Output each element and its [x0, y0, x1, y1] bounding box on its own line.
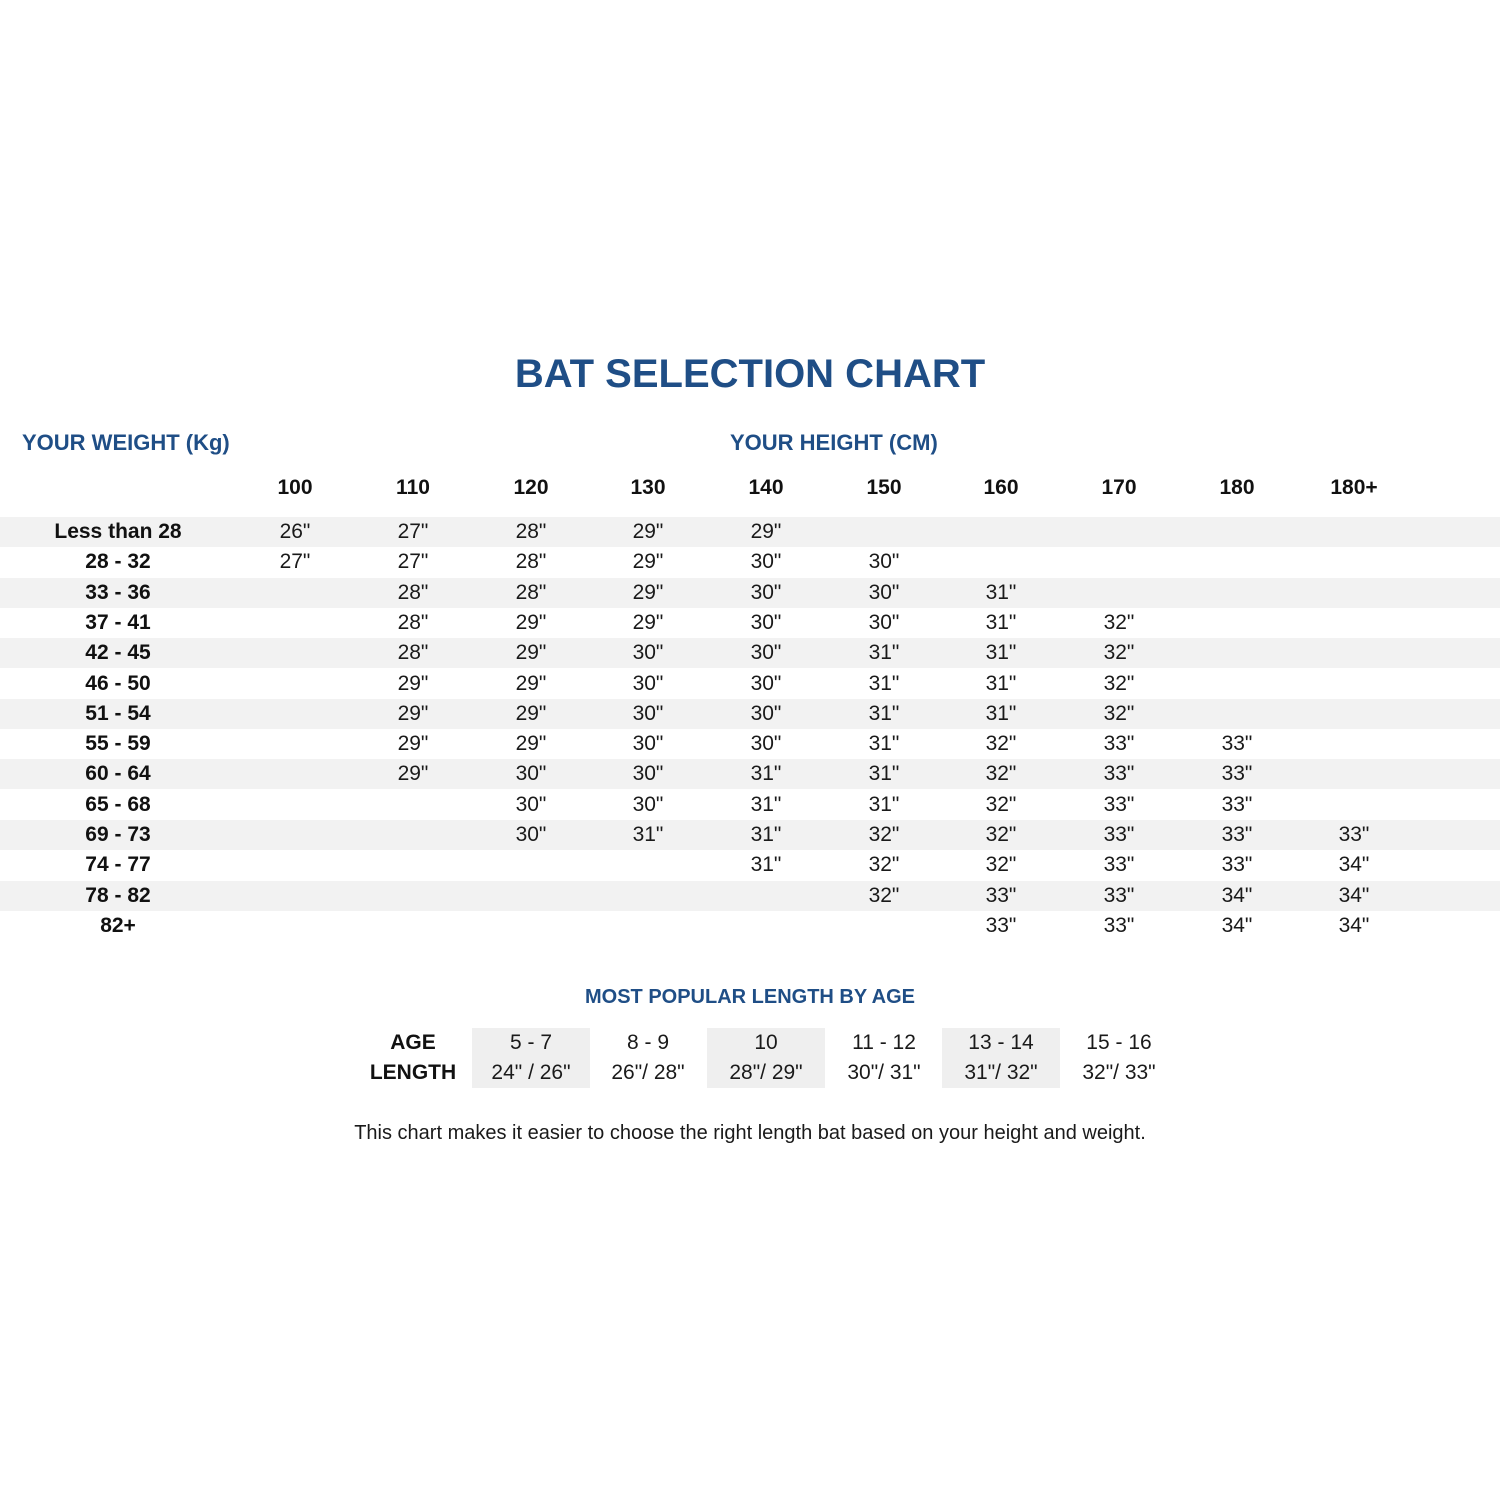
age-value: 10 — [754, 1031, 778, 1054]
bat-length-cell: 30" — [750, 641, 782, 665]
table-row — [0, 850, 1500, 880]
weight-row-label: Less than 28 — [54, 520, 182, 543]
bat-length-cell: 33" — [985, 913, 1017, 937]
age-column — [589, 1028, 707, 1088]
bat-length-cell: 29" — [632, 580, 664, 604]
age-section-heading: MOST POPULAR LENGTH BY AGE — [584, 986, 916, 1008]
weight-row-label: 51 - 54 — [85, 701, 151, 725]
bat-length-cell: 31" — [868, 792, 900, 816]
length-value: 28"/ 29" — [729, 1061, 803, 1084]
bat-length-cell: 30" — [750, 671, 782, 695]
height-column-header: 120 — [513, 476, 549, 499]
bat-length-cell: 33" — [1338, 823, 1370, 846]
weight-row-label: 78 - 82 — [85, 883, 151, 907]
age-column — [707, 1028, 825, 1088]
height-column-header: 180 — [1219, 476, 1255, 499]
length-value: 32"/ 33" — [1082, 1061, 1156, 1084]
bat-length-cell: 33" — [985, 883, 1017, 907]
bat-length-cell: 33" — [1221, 823, 1253, 846]
bat-length-cell: 28" — [515, 550, 547, 574]
bat-length-cell: 31" — [632, 823, 664, 846]
bat-length-cell: 29" — [515, 641, 547, 665]
bat-length-cell: 29" — [397, 762, 429, 786]
bat-length-cell: 29" — [515, 732, 547, 756]
bat-length-cell: 31" — [868, 641, 900, 665]
weight-row-label: 33 - 36 — [85, 580, 151, 604]
bat-length-cell: 32" — [985, 762, 1017, 786]
bat-length-cell: 34" — [1221, 883, 1253, 907]
bat-length-cell: 28" — [397, 610, 429, 634]
bat-length-cell: 32" — [985, 792, 1017, 816]
bat-length-cell: 30" — [750, 610, 782, 634]
bat-length-cell: 34" — [1338, 883, 1370, 907]
bat-length-cell: 29" — [397, 732, 429, 756]
bat-length-cell: 33" — [1103, 853, 1135, 877]
bat-length-cell: 30" — [868, 550, 900, 574]
bat-length-cell: 29" — [632, 520, 664, 543]
bat-length-cell: 29" — [397, 701, 429, 725]
bat-length-cell: 34" — [1338, 853, 1370, 877]
bat-length-cell: 32" — [1103, 671, 1135, 695]
bat-length-cell: 28" — [397, 641, 429, 665]
table-row — [0, 759, 1500, 789]
bat-length-cell: 31" — [868, 671, 900, 695]
bat-length-cell: 33" — [1103, 913, 1135, 937]
bat-length-cell: 29" — [515, 701, 547, 725]
bat-length-cell: 31" — [985, 610, 1017, 634]
bat-length-cell: 32" — [868, 823, 900, 846]
bat-length-cell: 30" — [632, 671, 664, 695]
height-column-header: 170 — [1101, 476, 1137, 499]
bat-length-cell: 27" — [397, 520, 429, 543]
bat-length-cell: 31" — [868, 732, 900, 756]
bat-length-cell: 32" — [985, 732, 1017, 756]
bat-length-cell: 30" — [632, 792, 664, 816]
weight-heading: YOUR WEIGHT (Kg) — [22, 430, 230, 455]
bat-length-cell: 32" — [985, 853, 1017, 877]
length-row-label: LENGTH — [369, 1061, 457, 1084]
bat-length-cell: 33" — [1103, 762, 1135, 786]
bat-length-cell: 31" — [868, 762, 900, 786]
table-row — [0, 881, 1500, 911]
bat-length-cell: 30" — [515, 823, 547, 846]
bat-length-cell: 30" — [632, 762, 664, 786]
height-heading: YOUR HEIGHT (CM) — [730, 430, 938, 455]
table-row — [0, 820, 1500, 850]
table-row — [0, 547, 1500, 577]
bat-length-cell: 32" — [1103, 701, 1135, 725]
length-value: 26"/ 28" — [611, 1061, 685, 1084]
bat-length-cell: 27" — [397, 550, 429, 574]
bat-length-cell: 30" — [868, 610, 900, 634]
weight-row-label: 82+ — [100, 913, 136, 937]
table-row — [0, 608, 1500, 638]
bat-length-cell: 30" — [750, 732, 782, 756]
bat-length-cell: 34" — [1338, 913, 1370, 937]
bat-length-cell: 29" — [515, 610, 547, 634]
bat-length-cell: 33" — [1103, 792, 1135, 816]
bat-length-cell: 28" — [515, 520, 547, 543]
age-value: 11 - 12 — [852, 1031, 916, 1054]
bat-length-cell: 31" — [868, 701, 900, 725]
bat-length-cell: 29" — [515, 671, 547, 695]
bat-length-cell: 26" — [279, 520, 311, 543]
bat-length-cell: 29" — [750, 520, 782, 543]
bat-length-cell: 33" — [1103, 883, 1135, 907]
bat-length-cell: 31" — [750, 792, 782, 816]
bat-length-cell: 28" — [515, 580, 547, 604]
bat-length-cell: 30" — [632, 732, 664, 756]
bat-length-cell: 27" — [279, 550, 311, 574]
table-row — [0, 638, 1500, 668]
bat-length-cell: 30" — [868, 580, 900, 604]
weight-row-label: 69 - 73 — [85, 823, 151, 846]
age-row-label: AGE — [390, 1031, 436, 1054]
age-column — [1060, 1028, 1178, 1088]
bat-length-cell: 31" — [750, 853, 782, 877]
bat-length-cell: 33" — [1221, 853, 1253, 877]
table-row — [0, 517, 1500, 547]
bat-length-cell: 33" — [1103, 823, 1135, 846]
bat-length-cell: 30" — [750, 550, 782, 574]
weight-row-label: 37 - 41 — [85, 610, 151, 634]
height-column-header: 100 — [277, 476, 313, 499]
height-column-header: 150 — [866, 476, 902, 499]
weight-row-label: 46 - 50 — [85, 671, 151, 695]
bat-length-cell: 34" — [1221, 913, 1253, 937]
bat-length-cell: 29" — [632, 610, 664, 634]
age-value: 13 - 14 — [968, 1031, 1034, 1054]
bat-length-cell: 31" — [985, 641, 1017, 665]
bat-length-cell: 32" — [868, 853, 900, 877]
table-row — [0, 669, 1500, 699]
age-column — [825, 1028, 943, 1088]
age-value: 15 - 16 — [1086, 1031, 1152, 1054]
bat-length-cell: 30" — [515, 792, 547, 816]
age-column — [472, 1028, 590, 1088]
bat-length-cell: 33" — [1221, 792, 1253, 816]
weight-row-label: 74 - 77 — [85, 853, 151, 877]
bat-length-cell: 30" — [515, 762, 547, 786]
age-value: 8 - 9 — [626, 1031, 670, 1054]
weight-row-label: 55 - 59 — [85, 732, 151, 756]
bat-length-cell: 32" — [1103, 610, 1135, 634]
weight-row-label: 65 - 68 — [85, 792, 151, 816]
bat-length-cell: 30" — [632, 701, 664, 725]
length-value: 24" / 26" — [491, 1061, 571, 1084]
chart-title: BAT SELECTION CHART — [514, 352, 986, 396]
bat-length-cell: 29" — [397, 671, 429, 695]
bat-length-cell: 32" — [1103, 641, 1135, 665]
table-row — [0, 578, 1500, 608]
bat-length-cell: 30" — [632, 641, 664, 665]
height-column-header: 110 — [396, 476, 430, 499]
table-row — [0, 729, 1500, 759]
age-column — [942, 1028, 1060, 1088]
footnote: This chart makes it easier to choose the right length bat based on your height and weight. — [354, 1122, 1146, 1144]
height-column-header: 180+ — [1330, 476, 1378, 499]
bat-length-cell: 28" — [397, 580, 429, 604]
bat-length-cell: 29" — [632, 550, 664, 574]
bat-length-cell: 31" — [985, 701, 1017, 725]
bat-length-cell: 30" — [750, 701, 782, 725]
length-value: 30"/ 31" — [847, 1061, 921, 1084]
bat-length-cell: 33" — [1221, 732, 1253, 756]
table-row — [0, 790, 1500, 820]
weight-row-label: 28 - 32 — [85, 550, 151, 574]
table-row — [0, 911, 1500, 941]
bat-length-cell: 31" — [985, 671, 1017, 695]
height-column-header: 130 — [630, 476, 666, 499]
bat-length-cell: 32" — [868, 883, 900, 907]
bat-length-cell: 31" — [750, 762, 782, 786]
bat-length-cell: 33" — [1103, 732, 1135, 756]
height-column-header: 160 — [983, 476, 1019, 499]
length-value: 31"/ 32" — [964, 1061, 1038, 1084]
height-column-header: 140 — [748, 476, 784, 499]
bat-length-cell: 30" — [750, 580, 782, 604]
bat-length-cell: 32" — [985, 823, 1017, 846]
age-value: 5 - 7 — [509, 1031, 553, 1054]
bat-length-cell: 33" — [1221, 762, 1253, 786]
bat-length-cell: 31" — [985, 580, 1017, 604]
weight-row-label: 60 - 64 — [85, 762, 151, 786]
weight-row-label: 42 - 45 — [85, 641, 151, 665]
bat-length-cell: 31" — [750, 823, 782, 846]
table-row — [0, 699, 1500, 729]
